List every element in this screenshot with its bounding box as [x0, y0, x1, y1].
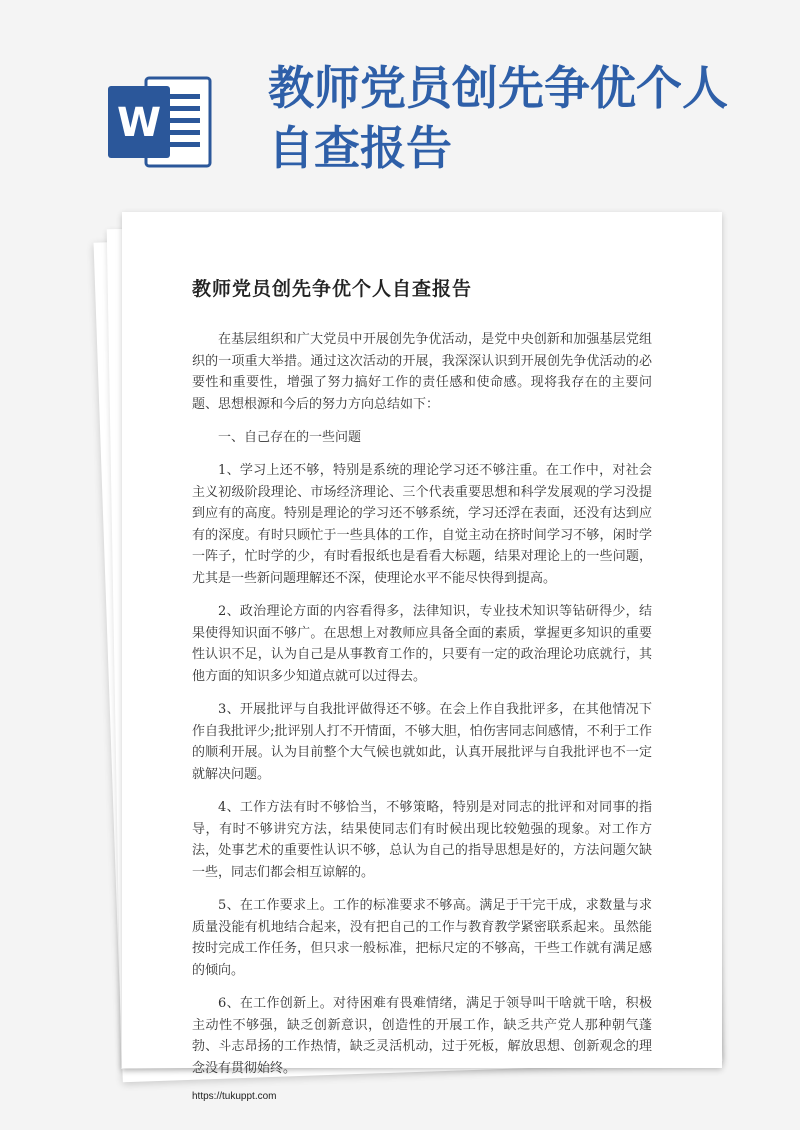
- word-document-icon: [108, 72, 216, 172]
- intro-paragraph: 在基层组织和广大党员中开展创先争优活动，是党中央创新和加强基层党组织的一项重大举措。通过这次活动的开展，我深深认识到开展创先争优活动的必要性和重要性，增强了努力搞好工作的责任感和使命感。现将我存在的主要问题、思想根源和今后的努力方向总结如下：: [192, 332, 652, 412]
- banner-title: 教师党员创先争优个人自查报告: [268, 61, 728, 175]
- list-item: 4、工作方法有时不够恰当，不够策略，特别是对同志的批评和对同事的指导，有时不够讲究方法，结果使同志们有时候出现比较勉强的现象。对工作方法，处事艺术的重要性认识不够，总认为自己的指导思想是好的，方法问题欠缺一些，同志们都会相互谅解的。: [192, 800, 652, 880]
- document-title: 教师党员创先争优个人自查报告: [192, 278, 473, 300]
- list-item: 1、学习上还不够，特别是系统的理论学习还不够注重。在工作中，对社会主义初级阶段理论、市场经济理论、三个代表重要思想和科学发展观的学习没提到应有的高度。特别是理论的学习还不够系统，学习还浮在表面，还没有达到应有的深度。有时只顾忙于一些具体的工作，自觉主动在挤时间学习不够，闲时学一阵子，忙时学的少，有时看报纸也是看看大标题，结果对理论上的一些问题，尤其是一些新问题理解还不深，使理论水平不能尽快得到提高。: [192, 463, 652, 586]
- section-heading: 一、自己存在的一些问题: [218, 430, 362, 445]
- document-page: [122, 212, 722, 1102]
- list-item: 5、在工作要求上。工作的标准要求不够高。满足于干完干成，求数量与求质量没能有机地结合起来，没有把自己的工作与教育教学紧密联系起来。虽然能按时完成工作任务，但只求一般标准，把标尺定的不够高，干些工作就有满足感的倾向。: [192, 898, 652, 978]
- list-item: 2、政治理论方面的内容看得多，法律知识，专业技术知识等钻研得少，结果使得知识面不够广。在思想上对教师应具备全面的素质，掌握更多知识的重要性认识不足，认为自己是从事教育工作的，只要有一定的政治理论功底就行，其他方面的知识多少知道点就可以过得去。: [192, 604, 652, 684]
- logo-letter: W: [116, 100, 162, 146]
- list-item: 3、开展批评与自我批评做得还不够。在会上作自我批评多，在其他情况下作自我批评少;批评别人打不开情面，不够大胆，怕伤害同志间感情，不利于工作的顺利开展。认为目前整个大气候也就如此，认真开展批评与自我批评也不一定就解决问题。: [192, 702, 652, 782]
- footer-url: https://tukuppt.com: [192, 1091, 277, 1102]
- list-item: 6、在工作创新上。对待困难有畏难情绪，满足于领导叫干啥就干啥，积极主动性不够强，缺乏创新意识，创造性的开展工作，缺乏共产党人那种朝气蓬勃、斗志昂扬的工作热情，缺乏灵活机动，过于死板，解放思想、创新观念的理念没有贯彻始终。: [192, 996, 652, 1076]
